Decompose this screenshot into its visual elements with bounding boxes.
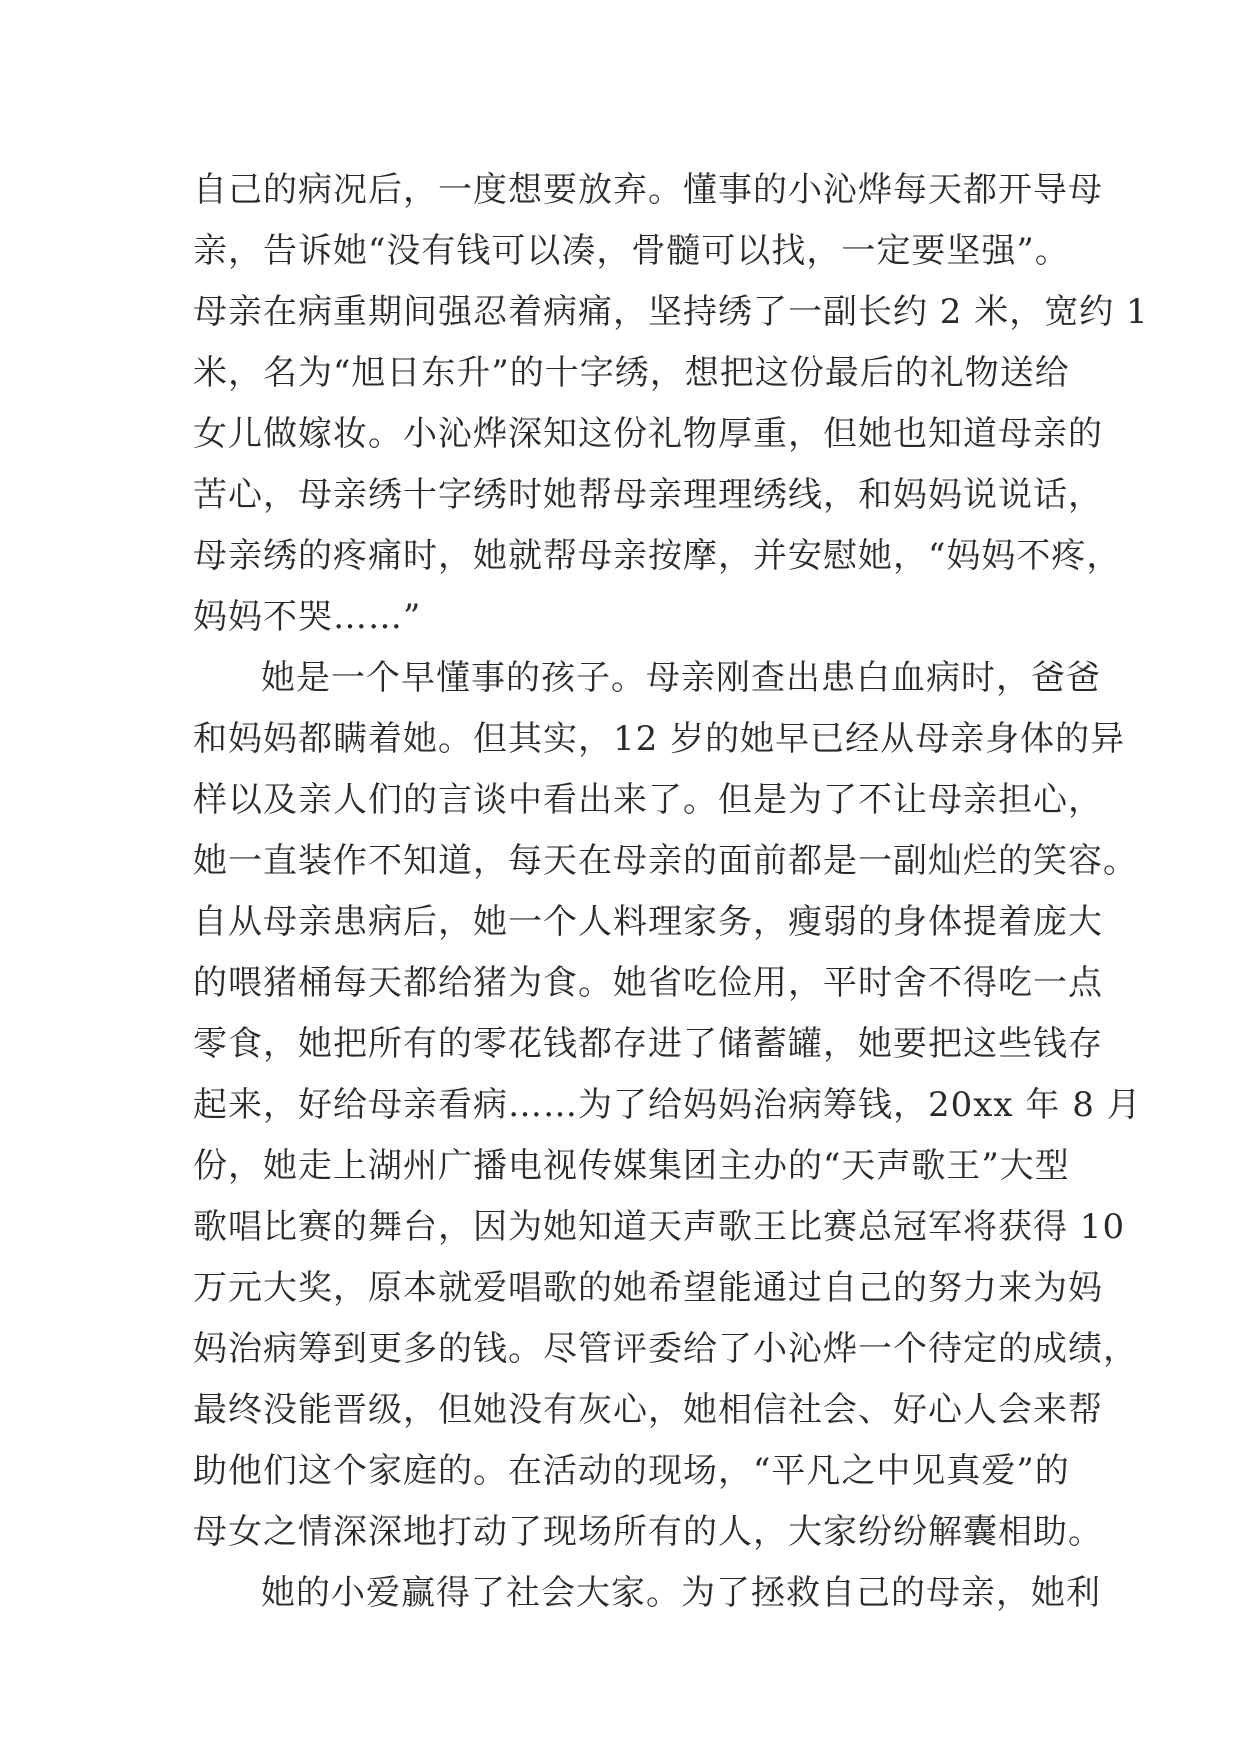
text-line: 米，名为“旭日东升”的十字绣，想把这份最后的礼物送给	[193, 353, 1070, 393]
text-line: 零食，她把所有的零花钱都存进了储蓄罐，她要把这些钱存	[193, 1024, 1103, 1064]
text-line: 母女之情深深地打动了现场所有的人，大家纷纷解囊相助。	[193, 1512, 1103, 1552]
text-line: 和妈妈都瞒着她。但其实，12 岁的她早已经从母亲身体的异	[193, 719, 1126, 759]
paragraph-start-line: 她的小爱赢得了社会大家。为了拯救自己的母亲，她利	[261, 1573, 1101, 1613]
text-line: 的喂猪桶每天都给猪为食。她省吃俭用，平时舍不得吃一点	[193, 963, 1103, 1003]
body-text	[193, 160, 1149, 1624]
text-line: 最终没能晋级，但她没有灰心，她相信社会、好心人会来帮	[193, 1390, 1103, 1430]
text-line: 母亲绣的疼痛时，她就帮母亲按摩，并安慰她，“妈妈不疼，	[193, 536, 1122, 576]
text-line: 起来，好给母亲看病……为了给妈妈治病筹钱，20xx 年 8 月	[193, 1085, 1142, 1125]
text-line: 妈妈不哭……”	[193, 597, 422, 637]
text-line: 自己的病况后，一度想要放弃。懂事的小沁烨每天都开导母	[193, 170, 1103, 210]
text-line: 母亲在病重期间强忍着病痛，坚持绣了一副长约 2 米，宽约 1	[193, 292, 1149, 332]
text-line: 女儿做嫁妆。小沁烨深知这份礼物厚重，但她也知道母亲的	[193, 414, 1103, 454]
text-line: 自从母亲患病后，她一个人料理家务，瘦弱的身体提着庞大	[193, 902, 1103, 942]
text-line: 她一直装作不知道，每天在母亲的面前都是一副灿烂的笑容。	[193, 841, 1138, 881]
text-line: 歌唱比赛的舞台，因为她知道天声歌王比赛总冠军将获得 10	[193, 1207, 1126, 1247]
paragraph-start-line: 她是一个早懂事的孩子。母亲刚查出患白血病时，爸爸	[261, 658, 1101, 698]
text-line: 助他们这个家庭的。在活动的现场，“平凡之中见真爱”的	[193, 1451, 1070, 1491]
text-line: 份，她走上湖州广播电视传媒集团主办的“天声歌王”大型	[193, 1146, 1070, 1186]
text-line: 亲，告诉她“没有钱可以凑，骨髓可以找，一定要坚强”。	[193, 231, 1070, 271]
text-line: 样以及亲人们的言谈中看出来了。但是为了不让母亲担心，	[193, 780, 1103, 820]
text-line: 苦心，母亲绣十字绣时她帮母亲理理绣线，和妈妈说说话，	[193, 475, 1103, 515]
text-line: 妈治病筹到更多的钱。尽管评委给了小沁烨一个待定的成绩，	[193, 1329, 1138, 1369]
text-line: 万元大奖，原本就爱唱歌的她希望能通过自己的努力来为妈	[193, 1268, 1103, 1308]
